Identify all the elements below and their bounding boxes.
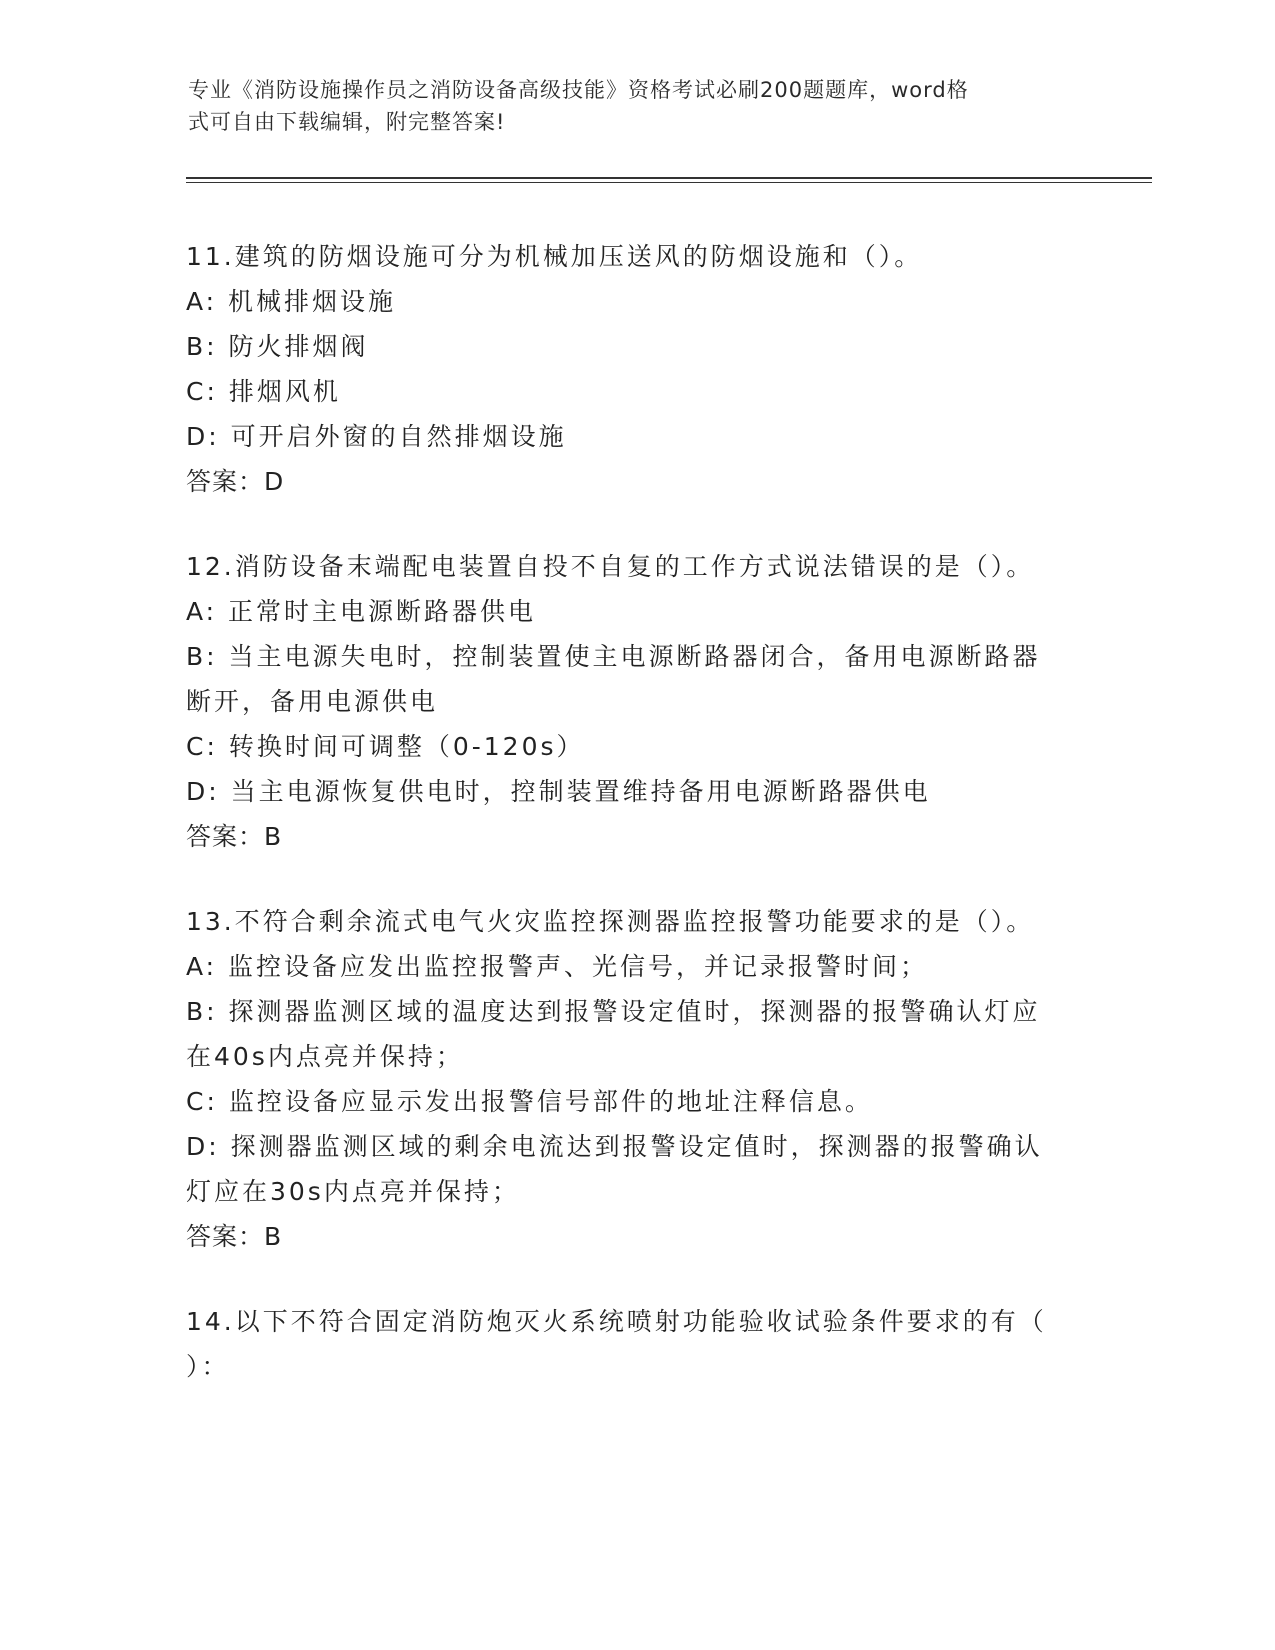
question-answer: 答案：D bbox=[186, 467, 285, 496]
question-option: C: 排烟风机 bbox=[186, 377, 341, 406]
document-header bbox=[188, 74, 1078, 138]
header-divider-thin bbox=[186, 182, 1152, 183]
question-option: 灯应在30s内点亮并保持； bbox=[186, 1177, 520, 1206]
question-stem: 11.建筑的防烟设施可分为机械加压送风的防烟设施和（）。 bbox=[186, 242, 923, 271]
question-option: B: 防火排烟阀 bbox=[186, 332, 369, 361]
question-item bbox=[186, 544, 1086, 860]
question-stem: ）： bbox=[186, 1352, 230, 1381]
question-option: A: 机械排烟设施 bbox=[186, 287, 397, 316]
question-option: C: 转换时间可调整（0-120s） bbox=[186, 732, 585, 761]
question-item bbox=[186, 1299, 1086, 1389]
question-option: A: 正常时主电源断路器供电 bbox=[186, 597, 537, 626]
question-option: B: 探测器监测区域的温度达到报警设定值时，探测器的报警确认灯应 bbox=[186, 997, 1041, 1026]
header-divider-thick bbox=[186, 177, 1152, 179]
question-answer: 答案：B bbox=[186, 1222, 283, 1251]
question-item bbox=[186, 234, 1086, 505]
question-answer: 答案：B bbox=[186, 822, 283, 851]
question-option: 在40s内点亮并保持； bbox=[186, 1042, 464, 1071]
header-line-1: 专业《消防设施操作员之消防设备高级技能》资格考试必刷200题题库，word格 bbox=[188, 78, 969, 102]
question-option: 断开，备用电源供电 bbox=[186, 687, 439, 716]
header-line-2: 式可自由下载编辑，附完整答案! bbox=[188, 110, 506, 134]
question-stem: 12.消防设备末端配电装置自投不自复的工作方式说法错误的是（）。 bbox=[186, 552, 1035, 581]
question-option: C: 监控设备应显示发出报警信号部件的地址注释信息。 bbox=[186, 1087, 873, 1116]
question-option: B: 当主电源失电时，控制装置使主电源断路器闭合，备用电源断路器 bbox=[186, 642, 1041, 671]
question-option: D: 可开启外窗的自然排烟设施 bbox=[186, 422, 567, 451]
question-option: D: 当主电源恢复供电时，控制装置维持备用电源断路器供电 bbox=[186, 777, 931, 806]
question-item bbox=[186, 899, 1086, 1260]
question-option: D: 探测器监测区域的剩余电流达到报警设定值时，探测器的报警确认 bbox=[186, 1132, 1043, 1161]
question-stem: 13.不符合剩余流式电气火灾监控探测器监控报警功能要求的是（）。 bbox=[186, 907, 1035, 936]
question-list bbox=[186, 234, 1086, 1428]
question-option: A: 监控设备应发出监控报警声、光信号，并记录报警时间； bbox=[186, 952, 929, 981]
question-stem: 14.以下不符合固定消防炮灭火系统喷射功能验收试验条件要求的有（ bbox=[186, 1307, 1047, 1336]
